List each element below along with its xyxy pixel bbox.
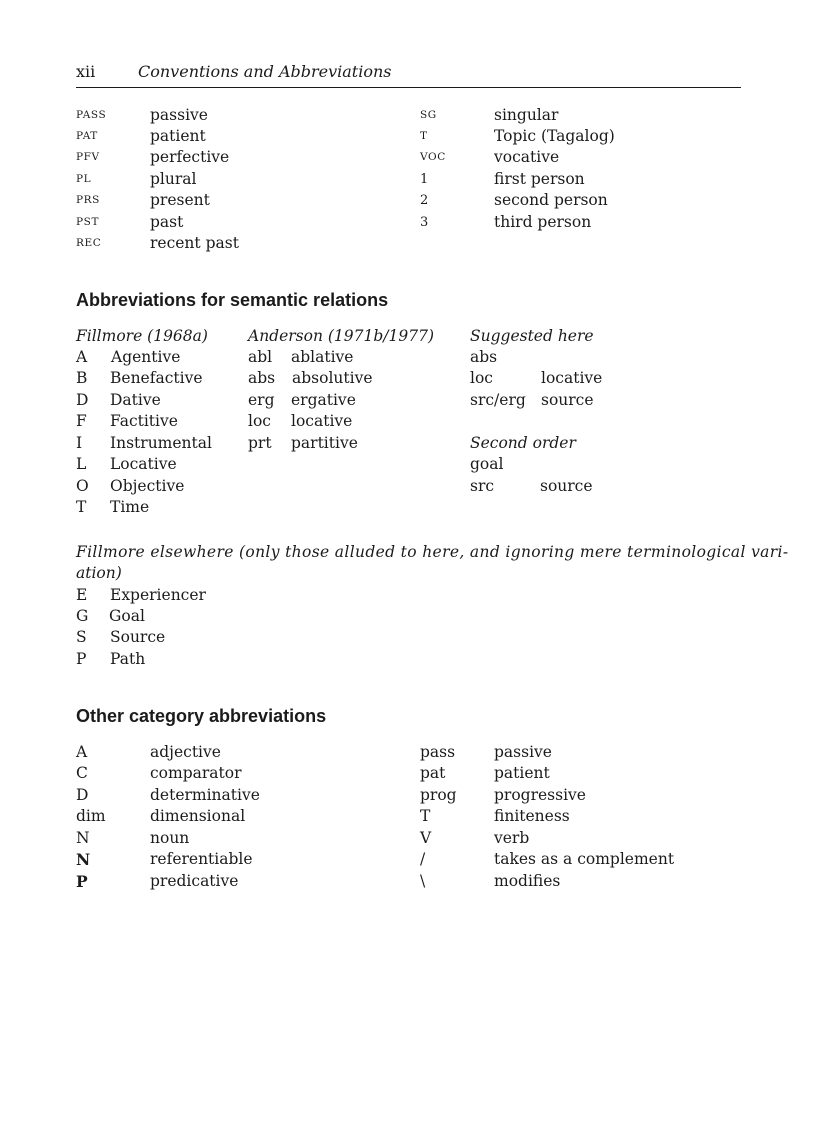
other-abbr: dim	[76, 807, 106, 825]
gloss-abbr: 3	[420, 215, 429, 230]
gloss-abbr: VOC	[420, 151, 446, 163]
other-abbr: V	[420, 829, 432, 847]
gloss-abbr: PST	[76, 216, 100, 228]
elsewhere-abbr: E	[76, 586, 88, 604]
elsewhere-meaning: Path	[110, 650, 146, 668]
gloss-abbr: PRS	[76, 194, 100, 206]
gloss-meaning: present	[150, 191, 210, 209]
other-abbr-bold: P	[76, 872, 88, 891]
other-meaning: modifies	[494, 872, 561, 890]
gloss-meaning: vocative	[494, 148, 560, 166]
other-abbr: pat	[420, 764, 446, 782]
second-order-header: Second order	[470, 434, 576, 452]
other-meaning: referentiable	[150, 850, 253, 868]
page-number: xii	[76, 62, 96, 81]
other-heading: Other category abbreviations	[76, 706, 327, 726]
fillmore-meaning: Locative	[110, 455, 177, 473]
other-abbr: \	[420, 872, 426, 890]
anderson-meaning: ablative	[291, 348, 354, 366]
other-meaning: predicative	[150, 872, 239, 890]
suggested-abbr: loc	[470, 369, 493, 387]
fillmore-abbr: O	[76, 477, 89, 495]
elsewhere-abbr: P	[76, 650, 87, 668]
other-meaning: determinative	[150, 786, 260, 804]
fillmore-meaning: Factitive	[110, 412, 178, 430]
other-abbr: D	[76, 786, 89, 804]
fillmore-abbr: I	[76, 434, 83, 452]
gloss-meaning: perfective	[150, 148, 230, 166]
fillmore-meaning: Benefactive	[110, 369, 203, 387]
suggested-abbr: src/erg	[470, 391, 526, 409]
second-order-abbr: src	[470, 477, 495, 495]
anderson-abbr: abs	[248, 369, 276, 387]
other-abbr-bold: N	[76, 850, 91, 869]
anderson-abbr: abl	[248, 348, 273, 366]
gloss-abbr: PASS	[76, 109, 107, 121]
other-meaning: dimensional	[150, 807, 246, 825]
other-meaning: passive	[494, 743, 552, 761]
anderson-abbr: loc	[248, 412, 271, 430]
anderson-meaning: absolutive	[292, 369, 373, 387]
fillmore-abbr: T	[76, 498, 87, 516]
other-abbr: prog	[420, 786, 457, 804]
gloss-abbr: T	[420, 130, 428, 142]
anderson-meaning: partitive	[291, 434, 358, 452]
other-abbr: pass	[420, 743, 456, 761]
suggested-abbr: abs	[470, 348, 498, 366]
fillmore-abbr: L	[76, 455, 87, 473]
elsewhere-note-line1: Fillmore elsewhere (only those alluded to here, and ignoring mere terminological vari-	[76, 543, 789, 561]
gloss-meaning: past	[150, 213, 184, 231]
fillmore-header: Fillmore (1968a)	[76, 327, 208, 345]
gloss-meaning: passive	[150, 106, 208, 124]
header-rule	[76, 87, 741, 88]
running-title: Conventions and Abbreviations	[138, 62, 392, 81]
gloss-meaning: singular	[494, 106, 559, 124]
second-order-meaning: source	[540, 477, 593, 495]
elsewhere-abbr: G	[76, 607, 89, 625]
gloss-abbr: PL	[76, 173, 92, 185]
gloss-abbr: PFV	[76, 151, 100, 163]
anderson-header: Anderson (1971b/1977)	[248, 327, 435, 345]
fillmore-abbr: F	[76, 412, 87, 430]
elsewhere-meaning: Source	[110, 628, 166, 646]
gloss-meaning: first person	[494, 170, 585, 188]
suggested-header: Suggested here	[470, 327, 594, 345]
other-meaning: progressive	[494, 786, 586, 804]
gloss-meaning: recent past	[150, 234, 239, 252]
suggested-meaning: locative	[541, 369, 603, 387]
gloss-abbr: 1	[420, 172, 429, 187]
anderson-meaning: ergative	[291, 391, 356, 409]
other-meaning: verb	[494, 829, 530, 847]
gloss-abbr: REC	[76, 237, 102, 249]
other-meaning: noun	[150, 829, 190, 847]
gloss-meaning: plural	[150, 170, 197, 188]
other-meaning: patient	[494, 764, 550, 782]
other-abbr: N	[76, 829, 90, 847]
anderson-meaning: locative	[291, 412, 353, 430]
other-meaning: comparator	[150, 764, 242, 782]
fillmore-meaning: Objective	[110, 477, 185, 495]
fillmore-meaning: Time	[110, 498, 150, 516]
semantic-heading: Abbreviations for semantic relations	[76, 290, 389, 310]
other-abbr: /	[420, 850, 426, 868]
other-meaning: finiteness	[494, 807, 570, 825]
elsewhere-note-line2: ation)	[76, 564, 122, 582]
fillmore-meaning: Dative	[110, 391, 161, 409]
second-order-abbr: goal	[470, 455, 504, 473]
suggested-meaning: source	[541, 391, 594, 409]
elsewhere-meaning: Goal	[109, 607, 145, 625]
gloss-meaning: third person	[494, 213, 592, 231]
other-abbr: A	[76, 743, 88, 761]
gloss-meaning: second person	[494, 191, 608, 209]
other-abbr: T	[420, 807, 431, 825]
gloss-abbr: PAT	[76, 130, 98, 142]
fillmore-abbr: A	[76, 348, 88, 366]
elsewhere-abbr: S	[76, 628, 87, 646]
fillmore-meaning: Agentive	[111, 348, 181, 366]
anderson-abbr: erg	[248, 391, 275, 409]
gloss-meaning: patient	[150, 127, 206, 145]
fillmore-abbr: D	[76, 391, 89, 409]
other-abbr: C	[76, 764, 88, 782]
gloss-meaning: Topic (Tagalog)	[494, 127, 615, 145]
other-meaning: adjective	[150, 743, 221, 761]
fillmore-abbr: B	[76, 369, 88, 387]
gloss-abbr: SG	[420, 109, 437, 121]
fillmore-meaning: Instrumental	[110, 434, 212, 452]
other-meaning: takes as a complement	[494, 850, 675, 868]
anderson-abbr: prt	[248, 434, 272, 452]
elsewhere-meaning: Experiencer	[110, 586, 206, 604]
gloss-abbr: 2	[420, 193, 429, 208]
